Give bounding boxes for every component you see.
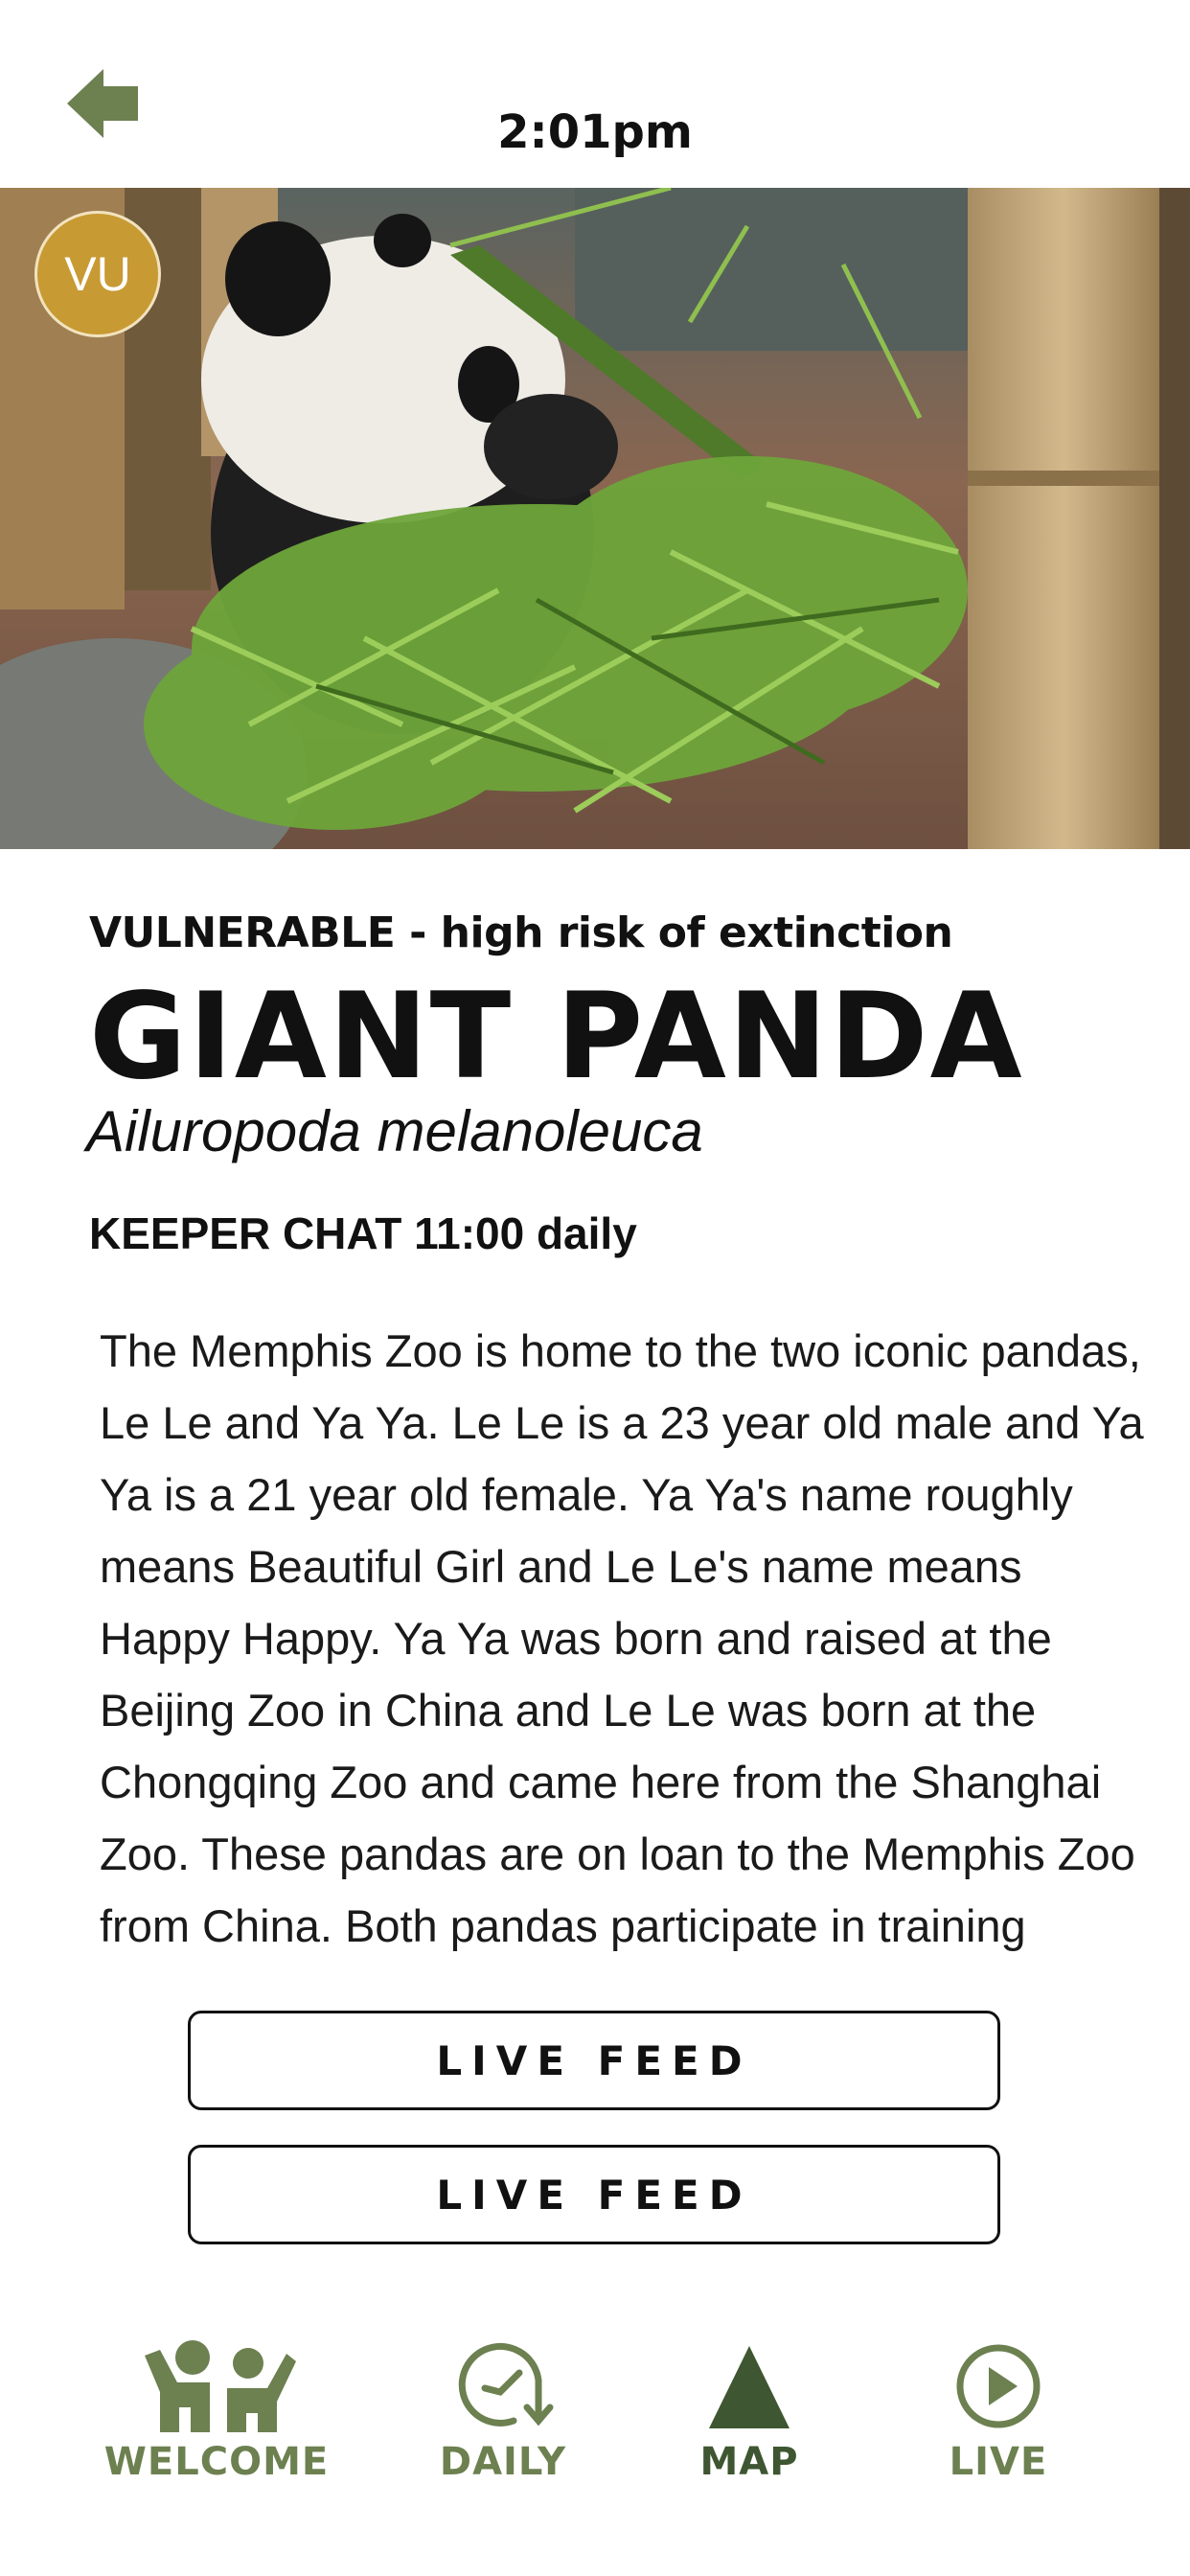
status-code: VU xyxy=(64,247,131,301)
keeper-chat-time: KEEPER CHAT 11:00 daily xyxy=(89,1208,637,1258)
play-circle-icon xyxy=(950,2338,1046,2434)
nav-label-map: MAP xyxy=(699,2440,799,2484)
map-arrow-icon xyxy=(701,2338,797,2434)
status-badge xyxy=(34,211,161,337)
animal-description: The Memphis Zoo is home to the two iconic pandas, Le Le and Ya Ya. Le Le is a 23 year old male and Ya Ya is a 21 year old female. Ya Ya's name roughly means Beautiful Girl and Le Le's name means Happy Happy. Ya Ya was born and raised at the Beijing Zoo in China and Le Le was born at the Chongqing Zoo and came here from the Shanghai Zoo. These pandas are on loan to the Memphis Zoo from China. Both pandas participate in training xyxy=(100,1325,1144,1951)
animal-photo xyxy=(0,188,1190,849)
page-title: GIANT PANDA xyxy=(89,968,1024,1106)
nav-item-map[interactable] xyxy=(625,2338,874,2511)
nav-label-welcome: WELCOME xyxy=(103,2440,330,2484)
live-feed-button[interactable] xyxy=(188,2011,1000,2110)
nav-item-daily[interactable] xyxy=(378,2338,628,2511)
people-welcome-icon xyxy=(135,2338,298,2434)
bottom-nav xyxy=(0,2338,1190,2511)
clock-daily-icon xyxy=(450,2338,556,2434)
live-feed-label: LIVE FEED xyxy=(436,2036,752,2084)
nav-label-live: LIVE xyxy=(949,2440,1048,2484)
live-feed-label-2: LIVE FEED xyxy=(436,2171,752,2219)
nav-item-welcome[interactable] xyxy=(92,2338,341,2511)
nav-label-daily: DAILY xyxy=(439,2440,567,2484)
status-time: 2:01pm xyxy=(497,105,693,159)
nav-item-live[interactable] xyxy=(874,2338,1123,2511)
live-feed-button-2[interactable] xyxy=(188,2145,1000,2244)
conservation-status: VULNERABLE - high risk of extinction xyxy=(89,908,953,957)
scientific-name: Ailuropoda melanoleuca xyxy=(86,1099,703,1163)
